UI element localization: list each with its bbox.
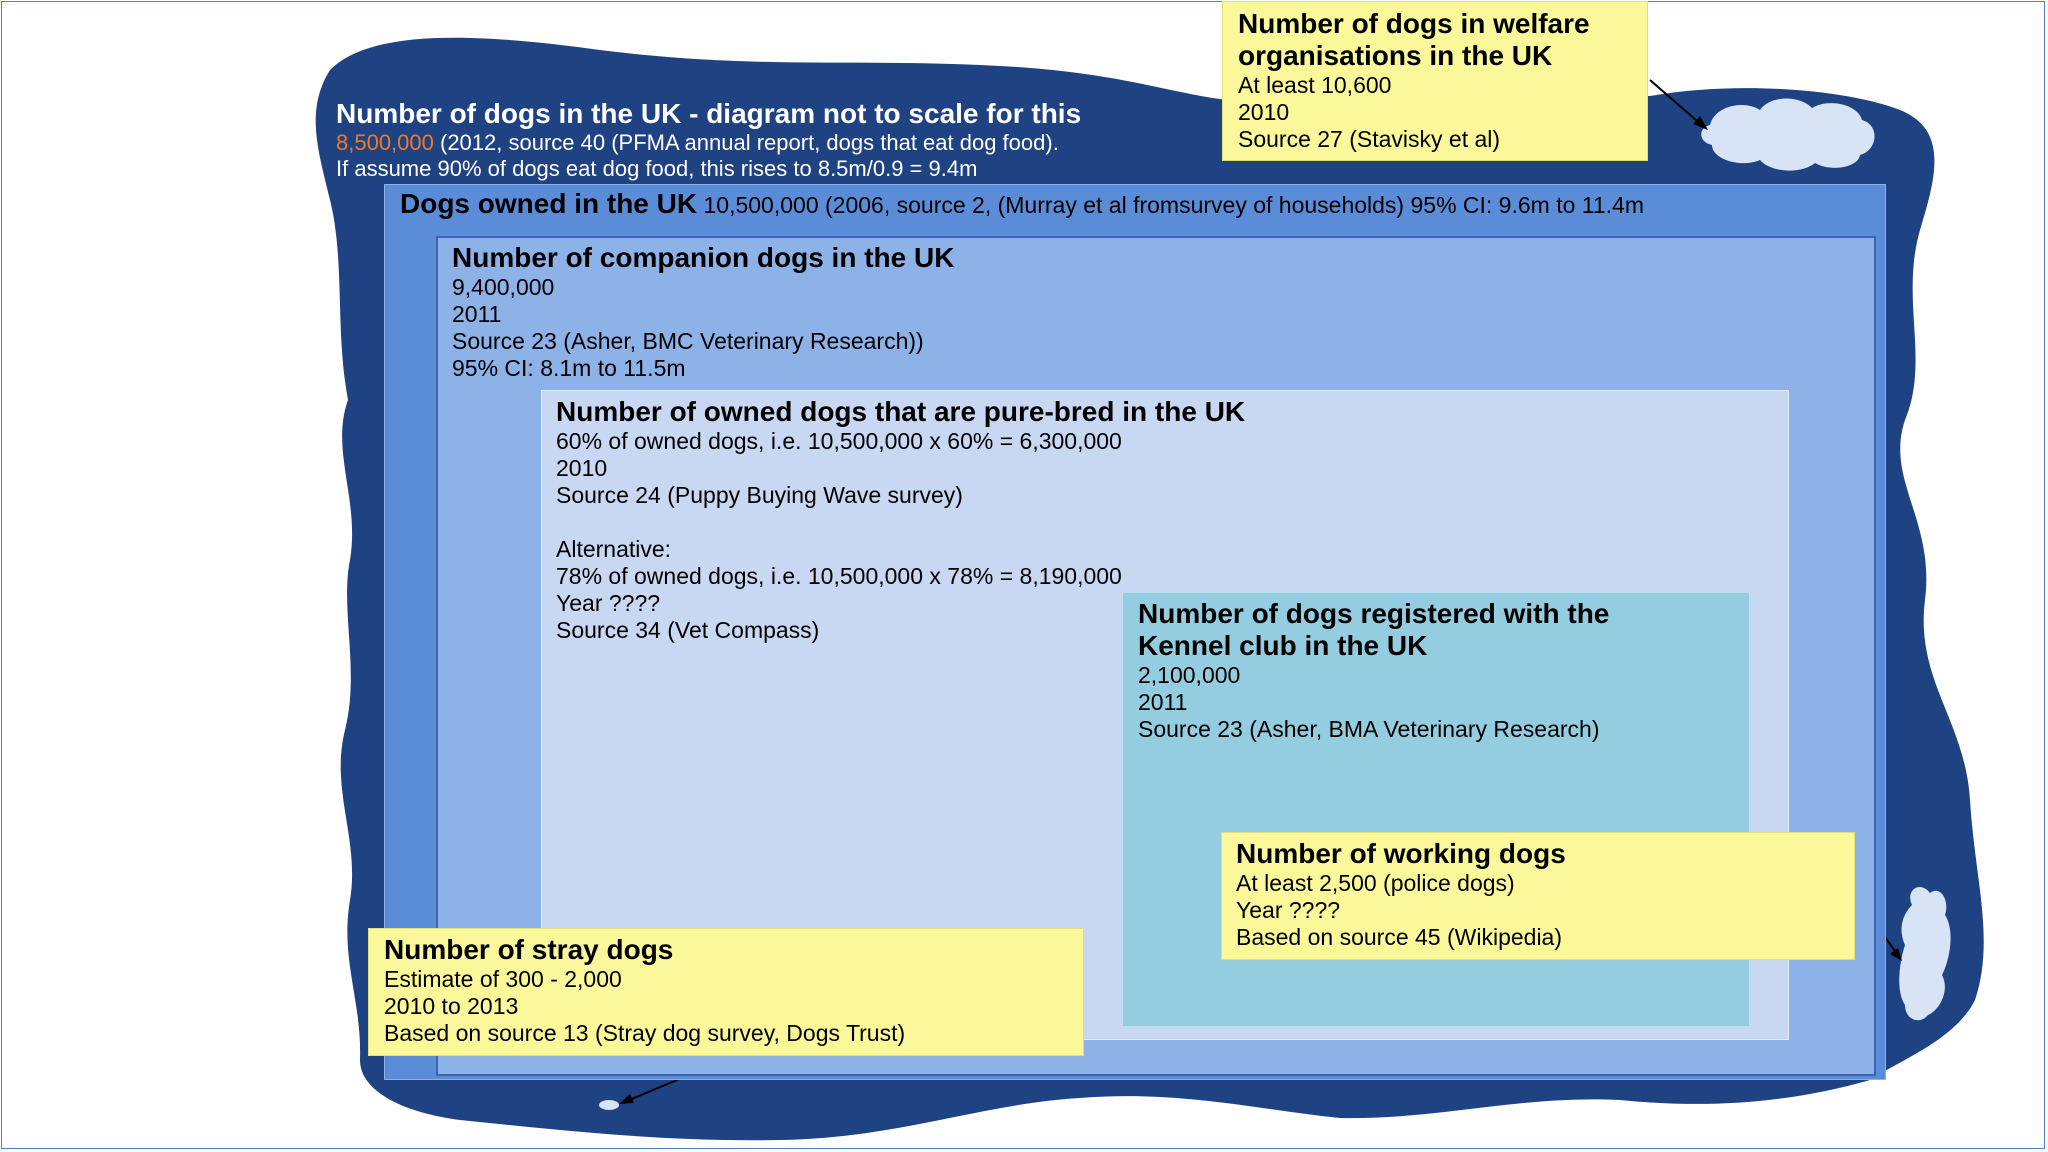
- kennel-club-line: 2,100,000: [1138, 662, 1241, 688]
- owned-dogs-title: Dogs owned in the UK: [400, 188, 698, 219]
- working-line: At least 2,500 (police dogs): [1236, 870, 1515, 896]
- welfare-block: [1238, 8, 1590, 153]
- companion-dogs-title: Number of companion dogs in the UK: [452, 242, 955, 273]
- companion-dogs-line: 9,400,000: [452, 274, 555, 300]
- purebred-dogs-title: Number of owned dogs that are pure-bred in the UK: [556, 396, 1246, 427]
- uk-total-block: [336, 98, 1081, 182]
- welfare-line: 2010: [1238, 99, 1290, 125]
- owned-dogs-detail: 10,500,000 (2006, source 2, (Murray et al fromsurvey of households) 95% CI: 9.6m to 11.4m: [697, 192, 1644, 218]
- uk-total-line1-rest: (2012, source 40 (PFMA annual report, dogs that eat dog food).: [433, 130, 1059, 155]
- welfare-line: Source 27 (Stavisky et al): [1238, 126, 1501, 152]
- welfare-line: At least 10,600: [1238, 72, 1392, 98]
- kennel-club-line: 2011: [1138, 689, 1188, 715]
- kennel-club-block: [1138, 598, 1609, 743]
- stray-line: Estimate of 300 - 2,000: [384, 966, 622, 992]
- uk-total-value: 8,500,000: [336, 130, 434, 155]
- uk-total-title: Number of dogs in the UK - diagram not to scale for this: [336, 98, 1082, 129]
- stray-block: [384, 934, 905, 1047]
- kennel-club-title: Number of dogs registered with the: [1138, 598, 1610, 629]
- purebred-alt-line: Alternative:: [556, 536, 672, 562]
- welfare-title: organisations in the UK: [1238, 40, 1553, 71]
- working-line: Based on source 45 (Wikipedia): [1236, 924, 1562, 950]
- companion-dogs-line: Source 23 (Asher, BMC Veterinary Research)): [452, 328, 924, 354]
- uk-total-line2: If assume 90% of dogs eat dog food, this rises to 8.5m/0.9 = 9.4m: [336, 156, 978, 181]
- purebred-alt-line: Source 34 (Vet Compass): [556, 617, 820, 643]
- working-line: Year ????: [1236, 897, 1341, 923]
- stray-line: Based on source 13 (Stray dog survey, Dogs Trust): [384, 1020, 906, 1046]
- stray-cloud-icon: [599, 1100, 619, 1110]
- kennel-club-line: Source 23 (Asher, BMA Veterinary Research): [1138, 716, 1600, 742]
- companion-dogs-line: 2011: [452, 301, 502, 327]
- purebred-alt-line: 78% of owned dogs, i.e. 10,500,000 x 78% = 8,190,000: [556, 563, 1122, 589]
- working-title: Number of working dogs: [1236, 838, 1566, 869]
- spacer: [556, 509, 1245, 536]
- stray-line: 2010 to 2013: [384, 993, 519, 1019]
- stray-title: Number of stray dogs: [384, 934, 674, 965]
- welfare-title: Number of dogs in welfare: [1238, 8, 1590, 39]
- purebred-dogs-line: Source 24 (Puppy Buying Wave survey): [556, 482, 963, 508]
- purebred-dogs-line: 2010: [556, 455, 608, 481]
- owned-dogs-line: [400, 190, 1644, 219]
- uk-total-line1: [336, 130, 1081, 156]
- working-block: [1236, 838, 1566, 951]
- welfare-cloud-icon: [1701, 98, 1874, 170]
- purebred-alt-line: Year ????: [556, 590, 661, 616]
- companion-dogs-line: 95% CI: 8.1m to 11.5m: [452, 355, 686, 381]
- companion-dogs-block: [452, 242, 954, 382]
- kennel-club-title: Kennel club in the UK: [1138, 630, 1428, 661]
- purebred-dogs-line: 60% of owned dogs, i.e. 10,500,000 x 60% = 6,300,000: [556, 428, 1122, 454]
